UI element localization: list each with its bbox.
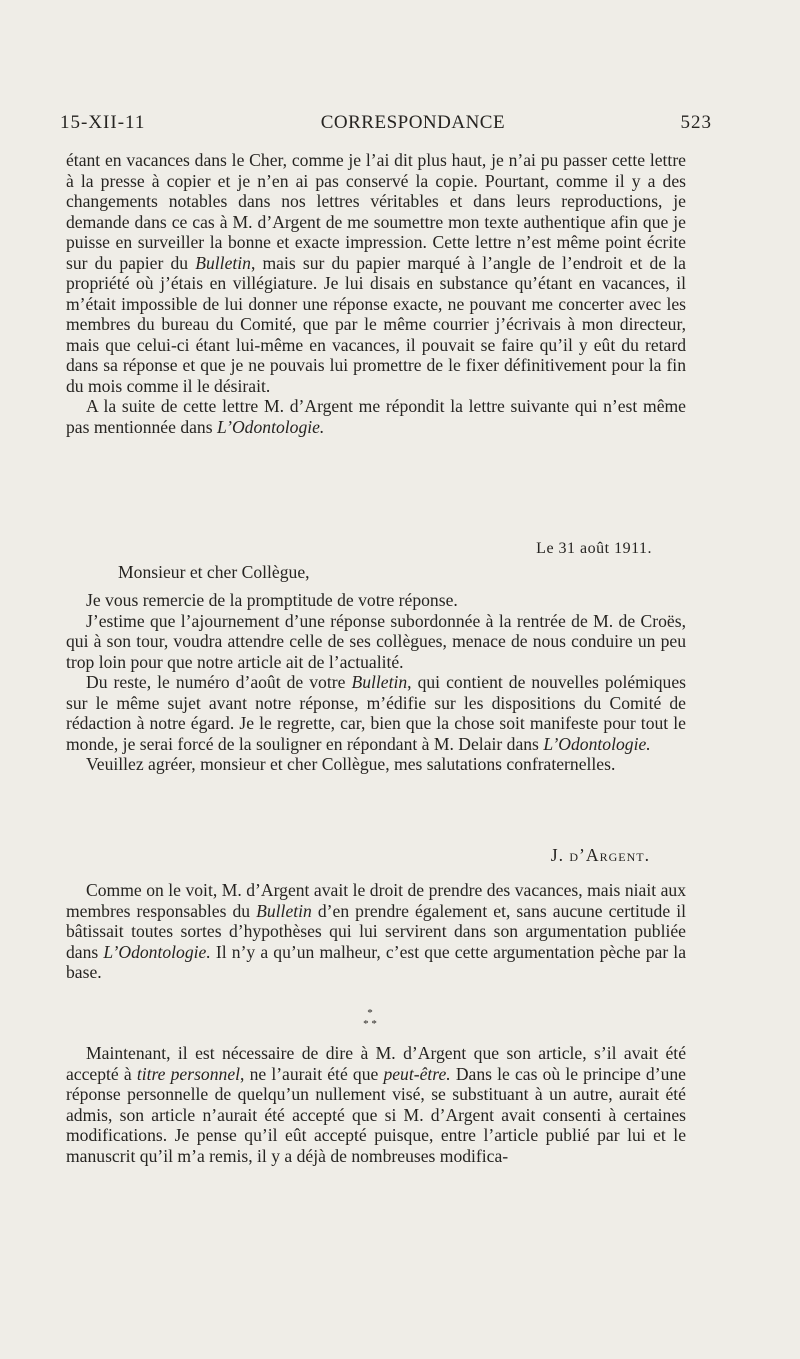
letter-paragraph-2: J’estime que l’ajournement d’une réponse subordonnée à la rentrée de M. de Croës, qui à son tour, voudra attendre celle de ses collègues, menace de nous conduire un peu trop loin pour que notre article ait de l’actualité.: [66, 610, 686, 672]
letter-body: [66, 590, 686, 775]
header-title: CORRESPONDANCE: [320, 112, 506, 133]
page-number: 523: [680, 112, 712, 133]
letter-date: Le 31 août 1911.: [536, 540, 652, 557]
paragraph-2: A la suite de cette lettre M. d’Argent me répondit la lettre suivante qui n’est même pas mentionnée dans L’Odontologie.: [66, 396, 686, 437]
asterism-divider: * * *: [363, 1007, 377, 1030]
emphasis-odontologie: L’Odontologie.: [216, 416, 325, 437]
opening-text: [66, 150, 686, 437]
letter-signature: J. d’Argent.: [550, 845, 650, 865]
commentary-paragraph: Comme on le voit, M. d’Argent avait le droit de prendre des vacances, mais niait aux membres responsables du Bulletin d’en prendre également et, sans aucune certitude il bâtissait toutes sortes d’hypothèses qui lui servirent dans son argumentation publiée dans L’Odontologie. Il n’y a qu’un malheur, c’est que cette argumentation pèche par la base.: [66, 880, 687, 982]
letter-paragraph-4: Veuillez agréer, monsieur et cher Collègue, mes salutations confraternelles.: [86, 754, 616, 774]
final-paragraph: Maintenant, il est nécessaire de dire à M. d’Argent que son article, s’il avait été accepté à titre personnel, ne l’aurait été que peut-être. Dans le cas où le principe d’une réponse personnelle de quelqu’un nullement visé, se substituant à un autre, aurait été admis, son article n’aurait été accepté que si M. d’Argent avait consenti à certaines modifications. Je pense qu’il eût accepté puisque, entre l’article publié par lui et le manuscrit qu’il m’a remis, il y a déjà de nombreuses modifica-: [66, 1043, 686, 1166]
header-date: 15-XII-11: [60, 112, 146, 133]
emphasis-bulletin: Bulletin: [195, 252, 251, 273]
letter-paragraph-3: Du reste, le numéro d’août de votre Bulletin, qui contient de nouvelles polémiques sur le même sujet avant notre réponse, m’édifie sur les dispositions du Comité de rédaction à notre égard. Je le regrette, car, bien que la chose soit manifeste pour tout le monde, je serai forcé de la souligner en répondant à M. Delair dans L’Odontologie.: [66, 672, 686, 754]
paragraph-1: étant en vacances dans le Cher, comme je l’ai dit plus haut, je n’ai pu passer cette lettre à la presse à copier et je n’en ai pas conservé la copie. Pourtant, comme il y a des changements notables dans nos lettres véritables et dans leurs reproductions, je demande dans ce cas à M. d’Argent de me soumettre mon texte authentique afin que je puisse en surveiller la bonne et exacte impression. Cette lettre n’est même point écrite sur du papier du Bulletin, mais sur du papier marqué à l’angle de l’endroit et de la propriété où j’étais en villégiature. Je lui disais en substance qu’étant en vacances, il m’était impossible de lui donner une réponse exacte, ne pouvant me concerter avec les membres du bureau du Comité, que par le même courrier j’écrivais à mon directeur, mais que celui-ci étant lui-même en vacances, il pouvait se faire qu’il y eût du retard dans sa réponse et que je ne pouvais lui promettre de le fixer définitivement pour la fin du mois comme il le désirait.: [66, 150, 686, 396]
running-header: [60, 112, 712, 142]
letter-salutation: Monsieur et cher Collègue,: [118, 562, 310, 582]
letter-paragraph-1: Je vous remercie de la promptitude de votre réponse.: [86, 590, 458, 610]
